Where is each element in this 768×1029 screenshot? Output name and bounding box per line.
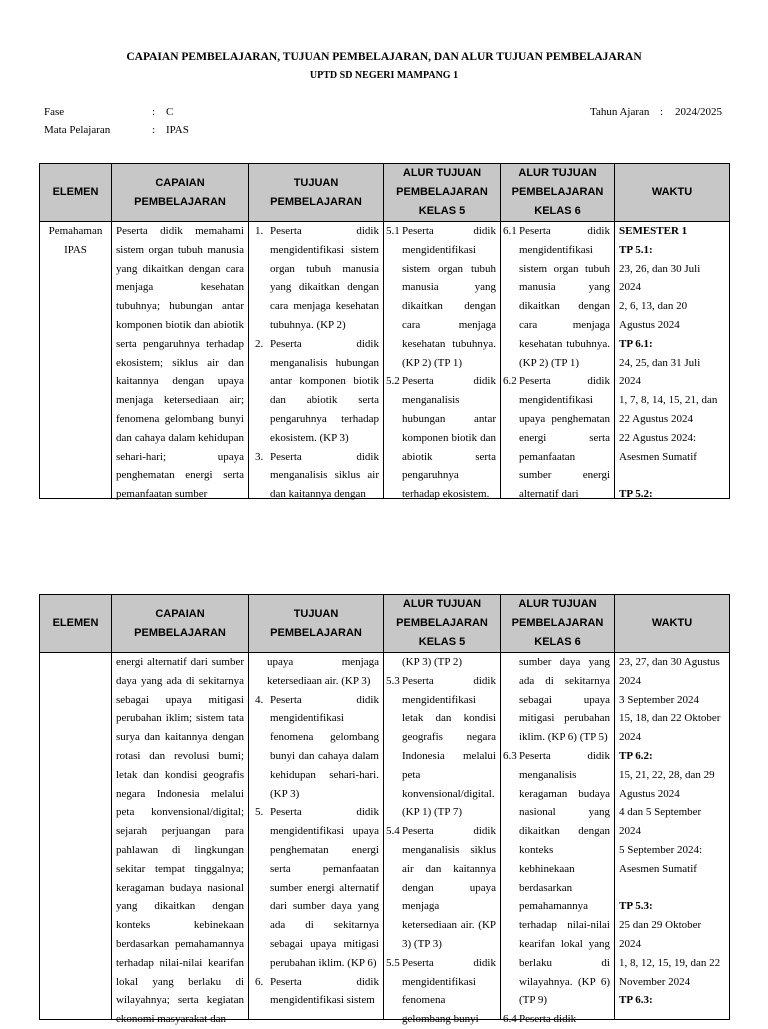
item-text: Peserta didik menganalisis hubungan antar komponen biotik dan abiotik serta pengaruhnya terhadap ekosistem.	[402, 375, 496, 501]
tujuan-cell	[249, 222, 383, 501]
list-item	[501, 222, 614, 372]
item-text: Peserta didik mengidentifikasi fenomena gelombang bunyi	[402, 956, 496, 1026]
list-item	[501, 372, 614, 504]
item-number: 5.5	[386, 956, 400, 969]
alur6-cell	[501, 222, 614, 501]
list-item	[384, 954, 500, 1029]
col-tujuan: TUJUAN PEMBELAJARAN	[249, 595, 384, 653]
elemen-cell: Pemahaman IPAS	[48, 225, 103, 256]
schedule-dates: 23, 26, dan 30 Juli 2024	[619, 262, 701, 294]
item-number: 6.3	[503, 749, 517, 762]
mapel-label: Mata Pelajaran	[44, 124, 111, 136]
col-alur5: ALUR TUJUAN PEMBELAJARAN KELAS 5	[384, 595, 501, 653]
list-item	[249, 691, 383, 804]
col-alur5: ALUR TUJUAN PEMBELAJARAN KELAS 5	[384, 164, 501, 222]
item-text: Peserta didik mengidentifikasi upaya penghematan energi serta pemanfaatan sumber energi alternatif dari	[519, 375, 610, 501]
schedule-dates: 5 September 2024:	[619, 843, 703, 856]
item-number: 6.2	[503, 375, 517, 388]
list-item-continued	[501, 653, 614, 747]
item-number: 5.4	[386, 825, 400, 838]
fase-value: C	[166, 106, 174, 118]
fase-colon: :	[152, 106, 156, 118]
alur6-cell	[501, 653, 614, 1026]
schedule-dates: 22 Agustus 2024:	[619, 431, 697, 444]
list-item	[249, 973, 383, 1011]
capaian-cell: Peserta didik memahami sistem organ tubuh manusia yang dikaitkan dengan cara menjaga kesehatan tubuhnya; hubungan antar komponen biotik dan abiotik serta pengaruhnya terhadap ekosistem; siklus air dan kaitannya dengan upaya menjaga ketersediaan air; fenomena gelombang bunyi dan cahaya dalam kehidupan sehari-hari; upaya penghematan energi serta pemanfaatan sumber	[116, 225, 244, 501]
list-item	[384, 822, 500, 954]
fase-label: Fase	[44, 106, 65, 118]
schedule-dates: 15, 21, 22, 28, dan 29 Agustus 2024	[619, 768, 715, 800]
col-alur6: ALUR TUJUAN PEMBELAJARAN KELAS 6	[501, 595, 615, 653]
item-text: Peserta didik menganalisis keragaman budaya nasional yang dikaitkan dengan konteks kebhinekaan berdasarkan pemahamannya terhadap nilai-nilai kearifan lokal yang berlaku di wilayahnya. (KP 6) (TP 9)	[519, 749, 610, 1007]
item-number: 5.1	[386, 225, 400, 237]
col-elemen: ELEMEN	[40, 164, 112, 222]
col-tujuan: TUJUAN PEMBELAJARAN	[249, 164, 384, 222]
col-capaian: CAPAIAN PEMBELAJARAN	[112, 595, 249, 653]
tp-heading: TP 6.2:	[619, 749, 653, 762]
tahun-colon: :	[660, 106, 664, 118]
item-number: 1.	[255, 225, 264, 237]
list-item	[249, 335, 383, 448]
assessment-label: Asesmen Sumatif	[619, 450, 697, 463]
alur5-cell	[384, 653, 500, 1026]
item-text: upaya menjaga ketersediaan air. (KP 3)	[267, 656, 379, 687]
list-item	[501, 1010, 614, 1029]
tp-heading: TP 6.3:	[619, 994, 653, 1007]
item-text: Peserta didik mengidentifikasi fenomena gelombang bunyi dan cahaya dalam kehidupan sehari-hari. (KP 3)	[270, 693, 379, 800]
list-item	[249, 222, 383, 335]
item-number: 5.3	[386, 674, 400, 687]
list-item	[384, 222, 500, 372]
item-number: 3.	[255, 450, 264, 463]
tp-heading: TP 5.3:	[619, 900, 653, 913]
schedule-dates: 1, 7, 8, 14, 15, 21, dan 22 Agustus 2024	[619, 394, 718, 425]
list-item	[501, 747, 614, 1010]
item-number: 6.	[255, 975, 264, 988]
mapel-value: IPAS	[166, 124, 189, 136]
schedule-dates: 2, 6, 13, dan 20 Agustus 2024	[619, 300, 688, 331]
col-alur6: ALUR TUJUAN PEMBELAJARAN KELAS 6	[501, 164, 615, 222]
col-waktu: WAKTU	[615, 595, 730, 653]
item-text: Peserta didik mengidentifikasi sistem organ tubuh manusia yang dikaitkan dengan cara menjaga kesehatan tubuhnya. (KP 2) (TP 1)	[402, 225, 496, 369]
tahun-label: Tahun Ajaran	[590, 106, 650, 118]
assessment-label: Asesmen Sumatif	[619, 862, 697, 875]
schedule-dates: 23, 27, dan 30 Agustus 2024	[619, 656, 720, 687]
tp-heading: TP 5.2:	[619, 488, 653, 501]
list-item-continued	[384, 653, 500, 672]
document-title: CAPAIAN PEMBELAJARAN, TUJUAN PEMBELAJARAN, DAN ALUR TUJUAN PEMBELAJARAN	[126, 51, 642, 63]
item-text: Peserta didik	[519, 1013, 577, 1026]
tujuan-cell	[249, 653, 383, 1019]
item-text: Peserta didik mengidentifikasi sistem organ tubuh manusia yang dikaitkan dengan cara menjaga kesehatan tubuhnya. (KP 2) (TP 1)	[519, 225, 610, 369]
col-capaian: CAPAIAN PEMBELAJARAN	[112, 164, 249, 222]
tahun-value: 2024/2025	[675, 106, 723, 118]
item-text: Peserta didik mengidentifikasi sistem	[270, 975, 379, 1007]
schedule-dates: 24, 25, dan 31 Juli 2024	[619, 356, 701, 388]
item-number: 4.	[255, 693, 264, 706]
list-item	[384, 672, 500, 822]
item-number: 5.	[255, 806, 264, 819]
list-item	[249, 803, 383, 972]
schedule-dates: 25 dan 29 Oktober 2024	[619, 919, 702, 950]
item-text: sumber daya yang ada di sekitarnya sebagai upaya mitigasi perubahan iklim. (KP 6) (TP 5)	[519, 656, 610, 744]
col-waktu: WAKTU	[615, 164, 730, 222]
item-number: 2.	[255, 337, 264, 350]
list-item	[249, 448, 383, 504]
item-text: Peserta didik mengidentifikasi sistem organ tubuh manusia yang dikaitkan dengan cara menjaga kesehatan tubuhnya. (KP 2)	[270, 225, 379, 331]
item-text: (KP 3) (TP 2)	[402, 656, 462, 668]
item-text: Peserta didik menganalisis hubungan antar komponen biotik dan abiotik serta pengaruhnya terhadap ekosistem. (KP 3)	[270, 337, 379, 444]
list-item-continued	[249, 653, 383, 691]
schedule-dates: 3 September 2024	[619, 693, 700, 706]
list-item	[384, 372, 500, 504]
item-number: 6.1	[503, 225, 517, 237]
col-elemen: ELEMEN	[40, 595, 112, 653]
school-name: UPTD SD NEGERI MAMPANG 1	[309, 70, 459, 81]
item-text: Peserta didik mengidentifikasi upaya penghematan energi serta pemanfaatan sumber energi alternatif dari sumber daya yang ada di sekitarnya sebagai upaya mitigasi perubahan iklim. (KP 6)	[270, 806, 379, 969]
item-text: Peserta didik menganalisis siklus air dan kaitannya dengan upaya menjaga ketersediaan air. (KP 3) (TP 3)	[402, 825, 496, 950]
schedule-dates: 15, 18, dan 22 Oktober 2024	[619, 712, 721, 744]
tp-heading: TP 5.1:	[619, 243, 653, 256]
item-text: Peserta didik mengidentifikasi letak dan kondisi geografis negara Indonesia melalui peta konvensional/digital. (KP 1) (TP 7)	[402, 674, 496, 819]
cp-table-page1	[39, 163, 730, 499]
item-text: Peserta didik menganalisis siklus air dan kaitannya dengan	[270, 450, 379, 501]
waktu-cell	[615, 653, 729, 1019]
elemen-cell	[40, 653, 111, 1019]
cp-table-page2	[39, 594, 730, 1026]
tp-heading: TP 6.1:	[619, 337, 653, 350]
mapel-colon: :	[152, 124, 156, 136]
semester-heading: SEMESTER 1	[619, 225, 688, 237]
capaian-cell: energi alternatif dari sumber daya yang ada di sekitarnya sebagai upaya mitigasi perubahan iklim; sistem tata surya dan kaitannya dengan rotasi dan revolusi bumi; letak dan kondisi geografis negara Indonesia melalui peta konvensional/digital; sejarah perjuangan para pahlawan di lingkungan sekitar tempat tinggalnya; keragaman budaya nasional yang dikaitkan dengan konteks kebinekaan berdasarkan pemahamannya terhadap nilai-nilai kearifan lokal yang berlaku di wilayahnya; serta kegiatan ekonomi masyarakat dan	[116, 656, 244, 1026]
item-number: 6.4	[503, 1013, 517, 1026]
schedule-dates: 1, 8, 12, 15, 19, dan 22 November 2024	[619, 956, 721, 988]
schedule-dates: 4 dan 5 September 2024	[619, 806, 702, 838]
alur5-cell	[384, 222, 500, 501]
waktu-cell	[615, 222, 729, 501]
item-number: 5.2	[386, 375, 400, 388]
